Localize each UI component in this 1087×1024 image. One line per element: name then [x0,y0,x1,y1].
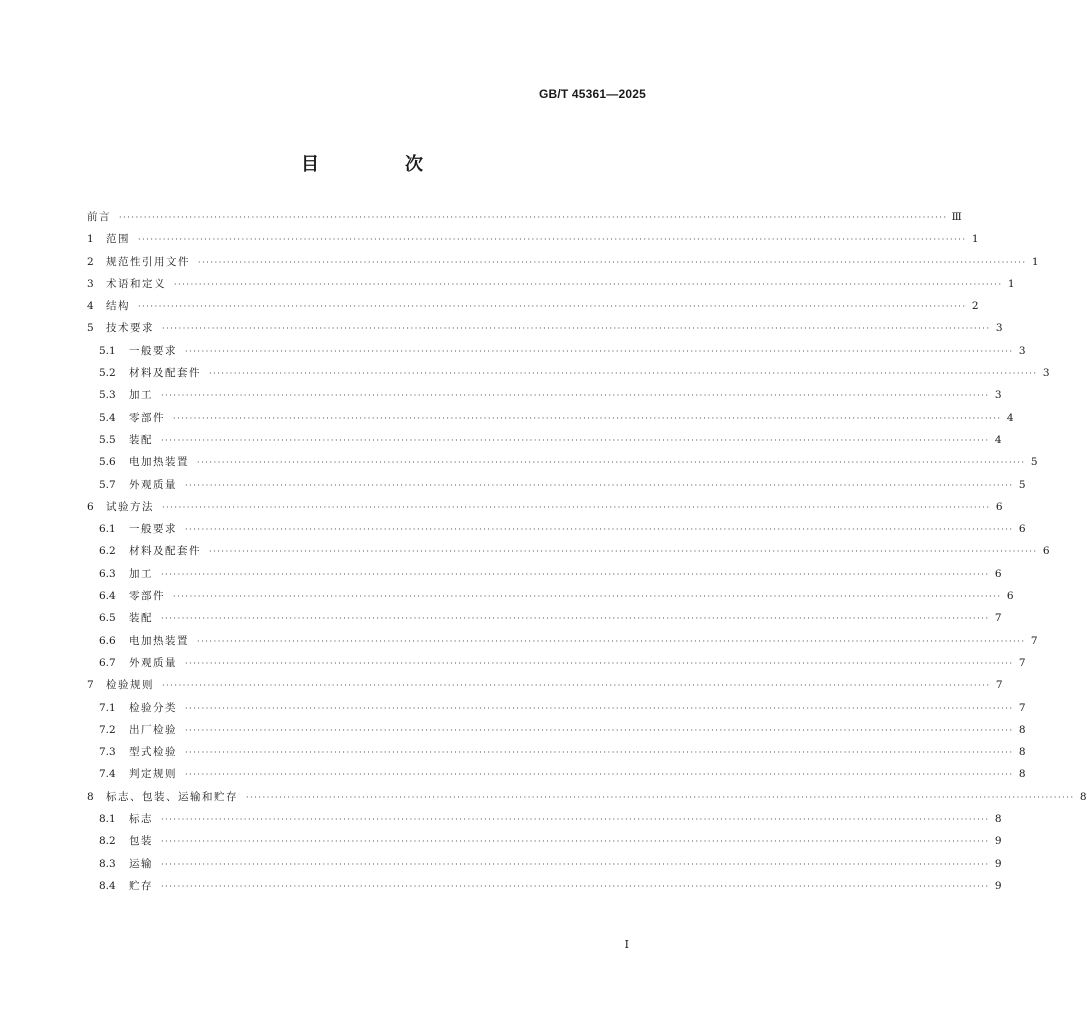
toc-entry-page: 6 [1006,590,1014,603]
toc-entry-label: 运输 [129,857,153,870]
page-number: I [624,938,629,951]
toc-entry-label: 外观质量 [129,478,177,491]
toc-entry[interactable] [87,853,1002,875]
toc-entry-page: 9 [994,857,1002,870]
toc-leader-dots: ········································································································································································································ [174,279,1003,289]
toc-leader-dots: ········································································································································································································ [185,725,1014,735]
toc-entry-label: 外观质量 [129,656,177,669]
toc-leader-dots: ········································································································································································································ [161,614,990,624]
toc-entry-page: 7 [994,612,1002,625]
toc-entry[interactable] [87,496,1003,518]
toc-entry[interactable] [87,830,1002,852]
toc-leader-dots: ········································································································································································································ [162,681,991,691]
toc-entry-number: 7.4 [99,768,116,781]
toc-entry[interactable] [87,786,1087,808]
page-title: 目 次 [301,154,457,175]
toc-leader-dots: ········································································································································································································ [246,792,1075,802]
toc-leader-dots: ········································································································································································································ [161,569,990,579]
toc-entry[interactable] [87,295,979,317]
toc-entry-number: 6 [87,500,94,513]
toc-entry-page: 7 [995,679,1003,692]
toc-entry-label: 材料及配套件 [129,367,201,380]
toc-leader-dots: ········································································································································································································ [173,413,1002,423]
toc-entry[interactable] [87,451,1038,473]
toc-leader-dots: ········································································································································································································ [162,502,991,512]
toc-leader-dots: ········································································································································································································ [185,346,1014,356]
toc-entry-number: 3 [87,277,94,290]
toc-leader-dots: ········································································································································································································ [197,458,1026,468]
toc-entry[interactable] [87,585,1014,607]
toc-entry-label: 出厂检验 [129,723,177,736]
toc-entry[interactable] [87,652,1026,674]
toc-entry[interactable] [87,518,1026,540]
toc-entry[interactable] [87,362,1050,384]
toc-entry[interactable] [87,429,1002,451]
toc-entry-page: 7 [1018,701,1026,714]
toc-entry[interactable] [87,206,962,228]
toc-entry-page: 6 [994,567,1002,580]
toc-entry-label: 贮存 [129,879,153,892]
toc-entry[interactable] [87,607,1002,629]
toc-entry-page: 6 [1042,545,1050,558]
toc-leader-dots: ········································································································································································································ [138,302,967,312]
toc-entry-page: 3 [1042,367,1050,380]
toc-entry-number: 4 [87,300,94,313]
toc-entry-label: 检验分类 [129,701,177,714]
toc-entry-label: 前言 [87,211,111,223]
toc-entry-page: 5 [1018,478,1026,491]
toc-leader-dots: ········································································································································································································ [173,592,1002,602]
toc-entry-page: 3 [995,322,1003,335]
toc-entry-label: 标志、包装、运输和贮存 [106,790,238,803]
toc-entry-number: 6.4 [99,590,116,603]
toc-entry-page: 8 [994,813,1002,826]
toc-entry-number: 5.3 [99,389,116,402]
toc-entry-number: 8.1 [99,813,116,826]
toc-entry-number: 5 [87,322,94,335]
toc-entry[interactable] [87,340,1026,362]
toc-leader-dots: ········································································································································································································ [185,480,1014,490]
toc-entry-number: 5.7 [99,478,116,491]
toc-entry-page: 6 [995,500,1003,513]
toc-entry-label: 加工 [129,389,153,402]
toc-entry-label: 术语和定义 [106,277,166,290]
toc-leader-dots: ········································································································································································································ [197,636,1026,646]
toc-entry-label: 型式检验 [129,746,177,759]
toc-entry[interactable] [87,407,1014,429]
toc-leader-dots: ········································································································································································································ [185,770,1014,780]
toc-entry-page: 8 [1018,723,1026,736]
toc-entry-number: 5.4 [99,411,116,424]
toc-entry[interactable] [87,384,1002,406]
toc-leader-dots: ········································································································································································································ [161,859,990,869]
toc-entry-page: 8 [1079,790,1087,803]
toc-entry-number: 8.4 [99,879,116,892]
toc-entry-page: 2 [971,300,979,313]
toc-entry-label: 装配 [129,612,153,625]
toc-entry-number: 1 [87,233,94,246]
toc-entry-page: 4 [994,433,1002,446]
toc-leader-dots: ········································································································································································································ [161,435,990,445]
toc-entry[interactable] [87,563,1002,585]
toc-entry-number: 5.2 [99,367,116,380]
toc-entry[interactable] [87,273,1015,295]
toc-entry-number: 8.2 [99,835,116,848]
toc-entry-page: 8 [1018,746,1026,759]
toc-entry-label: 检验规则 [106,679,154,692]
toc-entry-label: 零部件 [129,590,165,603]
toc-entry-page: 1 [1007,277,1015,290]
toc-entry-label: 一般要求 [129,344,177,357]
toc-entry[interactable] [87,719,1026,741]
toc-entry[interactable] [87,540,1050,562]
toc-leader-dots: ········································································································································································································ [209,369,1038,379]
toc-entry[interactable] [87,317,1003,339]
toc-entry-label: 范围 [106,233,130,246]
toc-entry-label: 技术要求 [106,322,154,335]
toc-entry-label: 装配 [129,433,153,446]
toc-entry-number: 7.1 [99,701,116,714]
toc-entry[interactable] [87,674,1003,696]
toc-entry[interactable] [87,875,1002,897]
toc-entry-number: 2 [87,255,94,268]
toc-entry-number: 6.7 [99,656,116,669]
toc-entry-number: 6.5 [99,612,116,625]
toc-entry-page: Ⅲ [951,211,962,223]
toc-entry[interactable] [87,697,1026,719]
toc-entry[interactable] [87,474,1026,496]
toc-entry-label: 零部件 [129,411,165,424]
toc-entry-number: 8.3 [99,857,116,870]
toc-entry-number: 6.1 [99,523,116,536]
toc-entry-page: 4 [1006,411,1014,424]
toc-entry-label: 标志 [129,813,153,826]
toc-leader-dots: ········································································································································································································ [185,658,1014,668]
toc-entry-number: 6.2 [99,545,116,558]
toc-leader-dots: ········································································································································································································ [119,213,948,222]
toc-entry[interactable] [87,251,1039,273]
toc-entry-page: 3 [1018,344,1026,357]
toc-entry-number: 6.3 [99,567,116,580]
toc-entry-label: 判定规则 [129,768,177,781]
toc-entry-label: 材料及配套件 [129,545,201,558]
toc-entry-label: 一般要求 [129,523,177,536]
toc-leader-dots: ········································································································································································································ [185,748,1014,758]
toc-leader-dots: ········································································································································································································ [161,815,990,825]
toc-leader-dots: ········································································································································································································ [161,837,990,847]
toc-entry-number: 7.2 [99,723,116,736]
toc-entry-number: 5.5 [99,433,116,446]
toc-entry[interactable] [87,741,1026,763]
standard-code: GB/T 45361—2025 [538,87,646,101]
toc-entry-page: 6 [1018,523,1026,536]
toc-entry-label: 电加热装置 [129,634,189,647]
toc-leader-dots: ········································································································································································································ [138,235,967,245]
toc-entry-label: 电加热装置 [129,456,189,469]
toc-entry-label: 规范性引用文件 [106,255,190,268]
toc-entry-number: 7.3 [99,746,116,759]
toc-entry-page: 1 [971,233,979,246]
toc-entry-label: 结构 [106,300,130,313]
toc-entry-page: 7 [1030,634,1038,647]
toc-entry[interactable] [87,630,1038,652]
toc-leader-dots: ········································································································································································································ [198,257,1027,267]
toc-entry-page: 7 [1018,656,1026,669]
toc-entry-number: 6.6 [99,634,116,647]
toc-entry-number: 5.1 [99,344,116,357]
toc-leader-dots: ········································································································································································································ [185,703,1014,713]
toc-leader-dots: ········································································································································································································ [161,391,990,401]
toc-entry-page: 5 [1030,456,1038,469]
toc-entry-number: 5.6 [99,456,116,469]
toc-leader-dots: ········································································································································································································ [162,324,991,334]
toc-entry-page: 9 [994,835,1002,848]
toc-entry-page: 9 [994,879,1002,892]
toc-leader-dots: ········································································································································································································ [161,881,990,891]
toc-entry-number: 8 [87,790,94,803]
toc-entry-label: 包装 [129,835,153,848]
toc-entry-label: 试验方法 [106,500,154,513]
toc-entry[interactable] [87,228,979,250]
toc-entry-label: 加工 [129,567,153,580]
toc-entry-page: 8 [1018,768,1026,781]
toc-entry-page: 3 [994,389,1002,402]
toc-entry[interactable] [87,808,1002,830]
toc-leader-dots: ········································································································································································································ [185,525,1014,535]
toc-entry-number: 7 [87,679,94,692]
toc-entry-page: 1 [1031,255,1039,268]
toc-leader-dots: ········································································································································································································ [209,547,1038,557]
toc-entry[interactable] [87,763,1026,785]
table-of-contents [87,206,1087,897]
